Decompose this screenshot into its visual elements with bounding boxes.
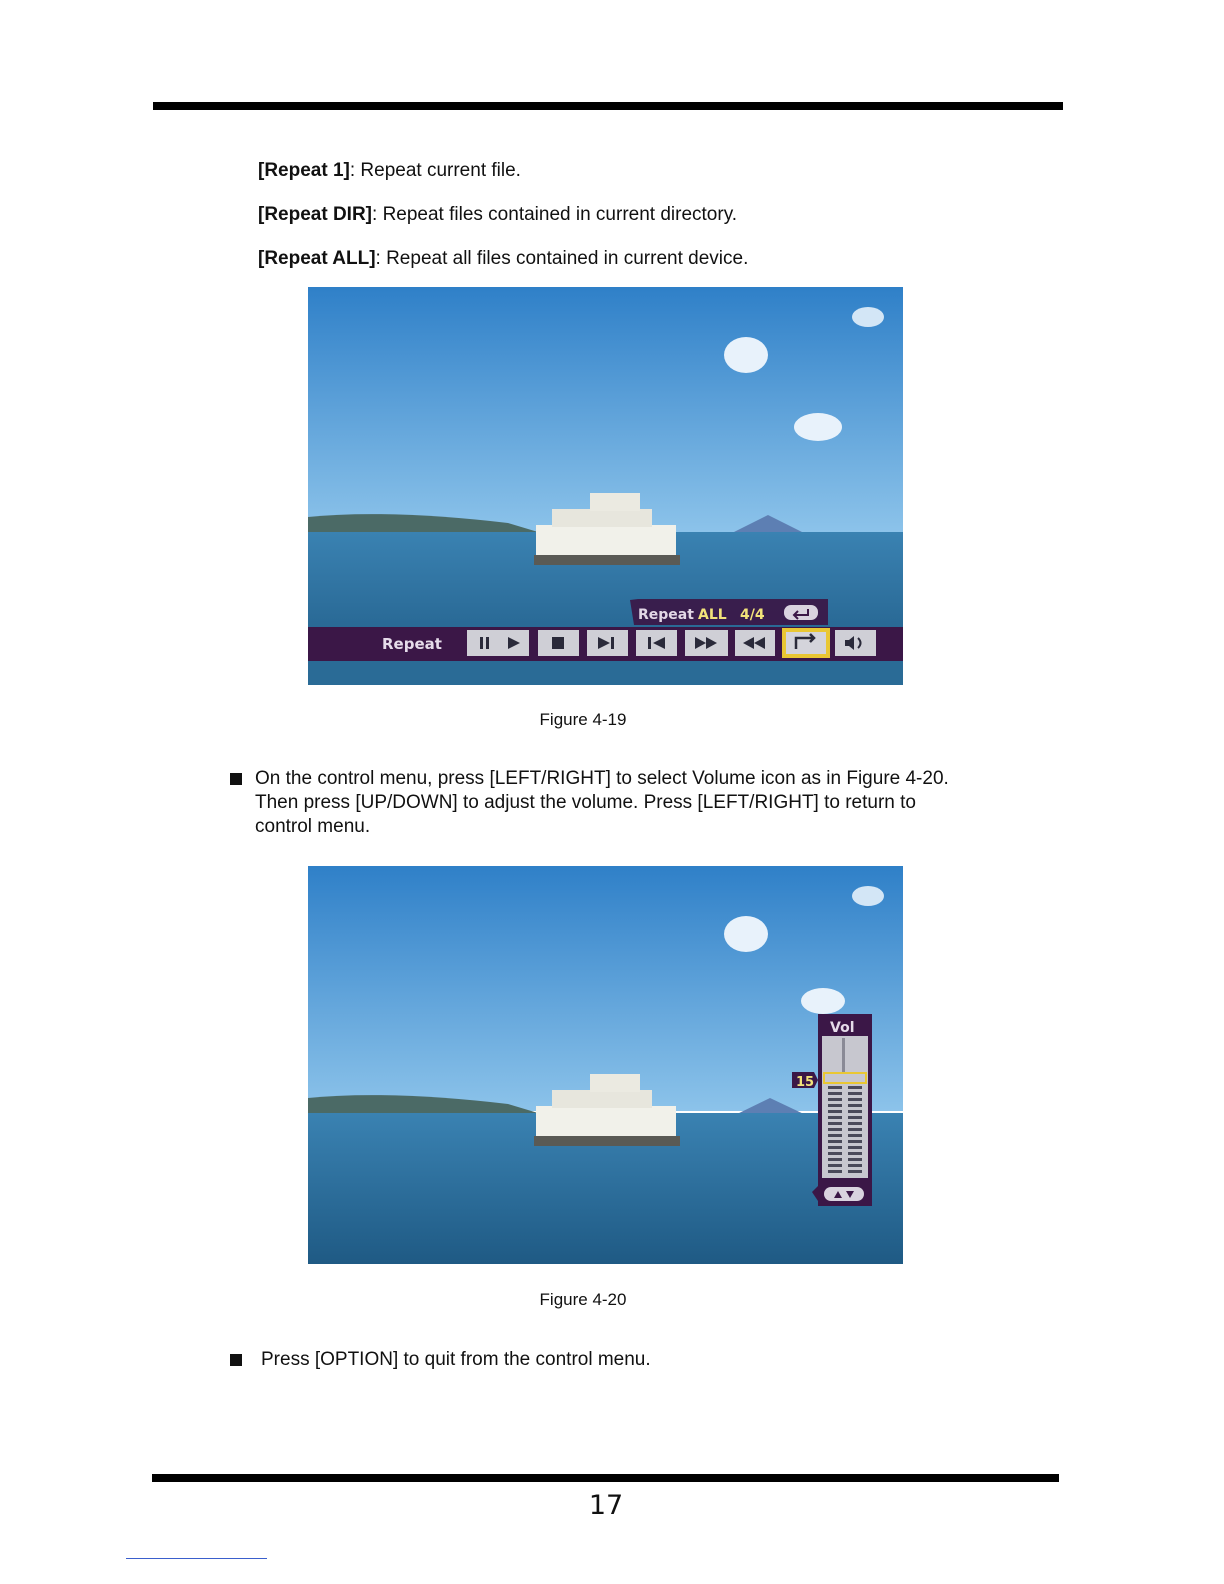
play-pause-button[interactable] (467, 630, 529, 656)
repeat-all-term: [Repeat ALL] (258, 248, 376, 269)
return-icon[interactable] (784, 605, 818, 620)
figure-4-20-caption: Figure 4-20 (539, 1290, 627, 1309)
volume-value: 15 (796, 1075, 815, 1090)
volume-bar-segment (848, 1086, 862, 1089)
next-button[interactable] (587, 630, 628, 656)
bullet-marker (230, 1354, 242, 1366)
bullet-1-line-3: control menu. (255, 816, 371, 837)
popup-count: 4/4 (740, 607, 765, 623)
volume-bar-segment (828, 1128, 842, 1131)
volume-bar-segment (848, 1128, 862, 1131)
up-down-icon[interactable] (824, 1187, 864, 1201)
volume-bar-segment (848, 1152, 862, 1155)
cloud (794, 413, 842, 441)
volume-bar-segment (848, 1116, 862, 1119)
repeat-1-term: [Repeat 1] (258, 160, 350, 181)
header-rule (153, 102, 1063, 110)
volume-bar-segment (848, 1104, 862, 1107)
figure-4-20-screenshot (308, 866, 903, 1264)
volume-bar-segment (828, 1146, 842, 1149)
cloud (852, 307, 884, 327)
control-menu-label: Repeat (382, 635, 442, 653)
popup-label: Repeat (638, 607, 694, 623)
cloud (724, 916, 768, 952)
volume-bar-segment (848, 1110, 862, 1113)
cloud (801, 988, 845, 1014)
volume-bar-segment (828, 1122, 842, 1125)
volume-bar-segment (828, 1104, 842, 1107)
volume-bar-segment (848, 1134, 862, 1137)
rewind-button[interactable] (735, 630, 775, 656)
volume-bar-segment (848, 1092, 862, 1095)
volume-bar-segment (828, 1152, 842, 1155)
footer-link-underline (126, 1558, 267, 1559)
water-bottom (308, 661, 903, 685)
repeat-all-definition (258, 248, 748, 270)
volume-bar-segment (848, 1164, 862, 1167)
page-number: 17 (588, 1490, 624, 1521)
figure-4-19-caption: Figure 4-19 (539, 710, 627, 729)
volume-bar-segment (828, 1170, 842, 1173)
volume-bar-segment (828, 1134, 842, 1137)
volume-bar-segment (828, 1092, 842, 1095)
repeat-1-definition (258, 160, 521, 182)
figure-4-19-screenshot (308, 287, 903, 685)
bullet-2-text: Press [OPTION] to quit from the control menu. (261, 1349, 651, 1370)
volume-bar-segment (828, 1110, 842, 1113)
volume-button[interactable] (835, 630, 876, 656)
repeat-dir-definition (258, 204, 737, 226)
volume-bar-segment (828, 1164, 842, 1167)
popup-mode: ALL (698, 607, 727, 623)
repeat-1-desc: : Repeat current file. (349, 160, 521, 181)
footer-rule (152, 1474, 1059, 1482)
volume-bar-segment (848, 1158, 862, 1161)
bullet-marker (230, 773, 242, 785)
repeat-all-desc: : Repeat all files contained in current device. (375, 248, 749, 269)
cloud (852, 886, 884, 906)
stop-button[interactable] (538, 630, 579, 656)
volume-bar-segment (848, 1146, 862, 1149)
repeat-button-selected[interactable] (782, 628, 830, 658)
previous-button[interactable] (636, 630, 677, 656)
vol-label: Vol (830, 1020, 855, 1036)
volume-bar-segment (828, 1116, 842, 1119)
volume-bar-segment (828, 1098, 842, 1101)
volume-bar-segment (828, 1086, 842, 1089)
repeat-dir-term: [Repeat DIR] (258, 204, 373, 225)
volume-bar-segment (828, 1140, 842, 1143)
cloud (724, 337, 768, 373)
volume-bar-segment (848, 1122, 862, 1125)
repeat-dir-desc: : Repeat files contained in current directory. (372, 204, 738, 225)
volume-bar-segment (848, 1170, 862, 1173)
bullet-1-line-2: Then press [UP/DOWN] to adjust the volume. Press [LEFT/RIGHT] to return to (255, 792, 916, 813)
fast-forward-button[interactable] (685, 630, 728, 656)
volume-bar-segment (848, 1140, 862, 1143)
volume-bar-segment (848, 1098, 862, 1101)
bullet-1-line-1: On the control menu, press [LEFT/RIGHT] to select Volume icon as in Figure 4-20. (255, 768, 949, 789)
volume-bar-segment (828, 1158, 842, 1161)
